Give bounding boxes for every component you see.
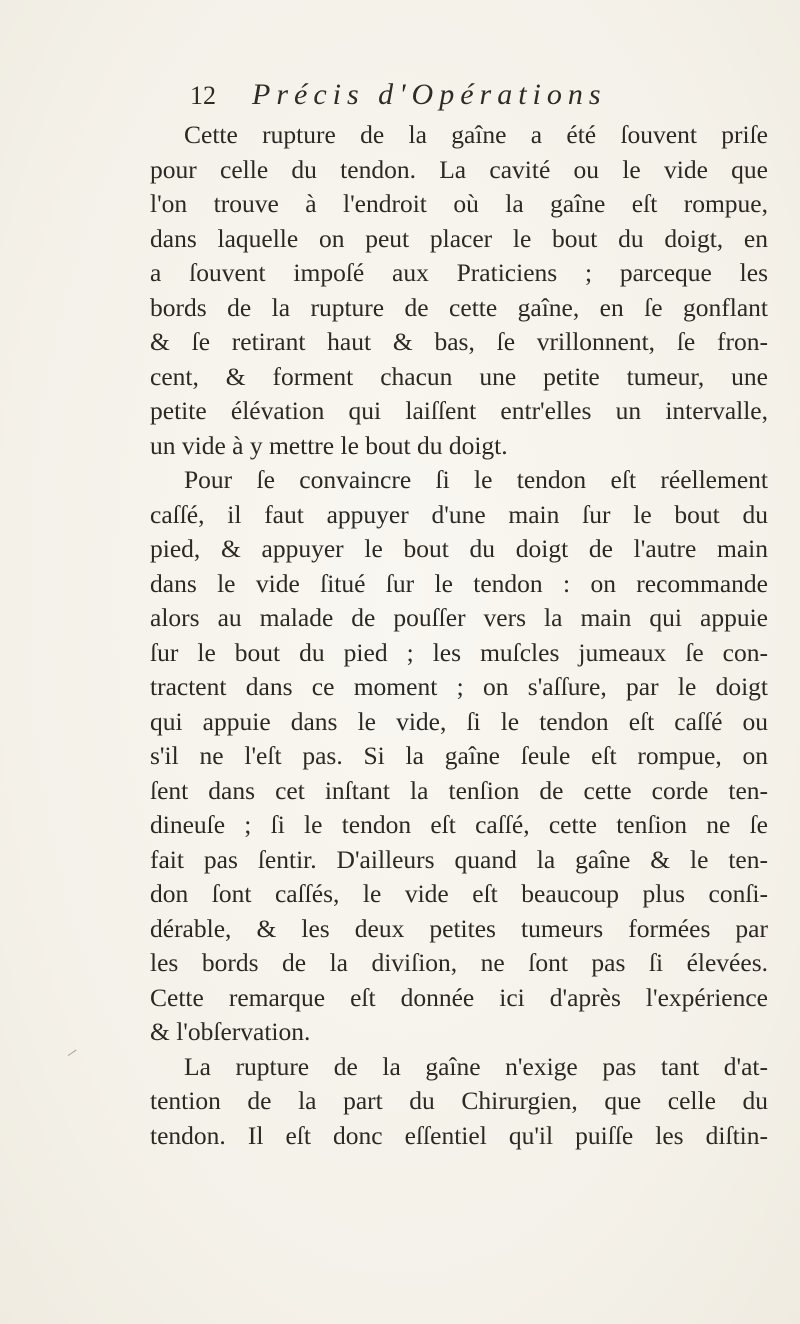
text-line: tractent dans ce moment ; on s'aſſure, par le doigt: [150, 672, 768, 701]
text-line: & l'obſervation.: [150, 1017, 311, 1046]
paper-blemish: [68, 1049, 78, 1058]
text-line: dans laquelle on peut placer le bout du doigt, en: [150, 223, 768, 253]
text-line: tention de la part du Chirurgien, que celle du: [150, 1086, 768, 1115]
text-line: La rupture de la gaîne n'exige pas tant d'at-: [184, 1051, 768, 1081]
text-line: pied, & appuyer le bout du doigt de l'autre main: [150, 534, 768, 563]
text-line: dineuſe ; ſi le tendon eſt caſſé, cette tenſion ne ſe: [150, 810, 768, 839]
text-line: s'il ne l'eſt pas. Si la gaîne ſeule eſt rompue, on: [150, 741, 768, 770]
text-line: petite élévation qui laiſſent entr'elles un intervalle,: [150, 396, 768, 425]
text-line: les bords de la diviſion, ne ſont pas ſi élevées.: [150, 948, 768, 977]
page-number: 12: [190, 81, 216, 110]
text-line: Cette rupture de la gaîne a été ſouvent priſe: [184, 120, 768, 149]
text-line: un vide à y mettre le bout du doigt.: [150, 430, 508, 460]
text-line: Cette remarque eſt donnée ici d'après l'expérience: [150, 982, 768, 1012]
text-line: fait pas ſentir. D'ailleurs quand la gaîne & le ten-: [150, 844, 768, 874]
text-line: ſent dans cet inſtant la tenſion de cette corde ten-: [150, 775, 768, 805]
running-title: Précis d'Opérations: [252, 78, 607, 111]
text-line: don ſont caſſés, le vide eſt beaucoup plus conſi-: [150, 879, 768, 908]
text-line: alors au malade de pouſſer vers la main qui appuie: [150, 603, 768, 632]
text-line: a ſouvent impoſé aux Praticiens ; parceque les: [150, 258, 768, 287]
body-text: [150, 118, 768, 1153]
text-line: qui appuie dans le vide, ſi le tendon eſt caſſé ou: [150, 706, 768, 736]
text-line: dans le vide ſitué ſur le tendon : on recommande: [150, 568, 768, 598]
text-line: pour celle du tendon. La cavité ou le vide que: [150, 154, 768, 184]
text-line: tendon. Il eſt donc eſſentiel qu'il puiſſe les diſtin-: [150, 1120, 768, 1150]
running-header: [190, 78, 607, 118]
text-line: caſſé, il faut appuyer d'une main ſur le bout du: [150, 499, 768, 529]
text-line: cent, & forment chacun une petite tumeur, une: [150, 361, 768, 391]
text-line: & ſe retirant haut & bas, ſe vrillonnent, ſe fron-: [150, 327, 768, 356]
text-line: l'on trouve à l'endroit où la gaîne eſt rompue,: [150, 189, 768, 218]
text-line: bords de la rupture de cette gaîne, en ſe gonflant: [150, 292, 768, 322]
text-line: ſur le bout du pied ; les muſcles jumeaux ſe con-: [150, 637, 768, 667]
text-line: Pour ſe convaincre ſi le tendon eſt réellement: [184, 465, 768, 494]
text-line: dérable, & les deux petites tumeurs formées par: [150, 913, 768, 943]
